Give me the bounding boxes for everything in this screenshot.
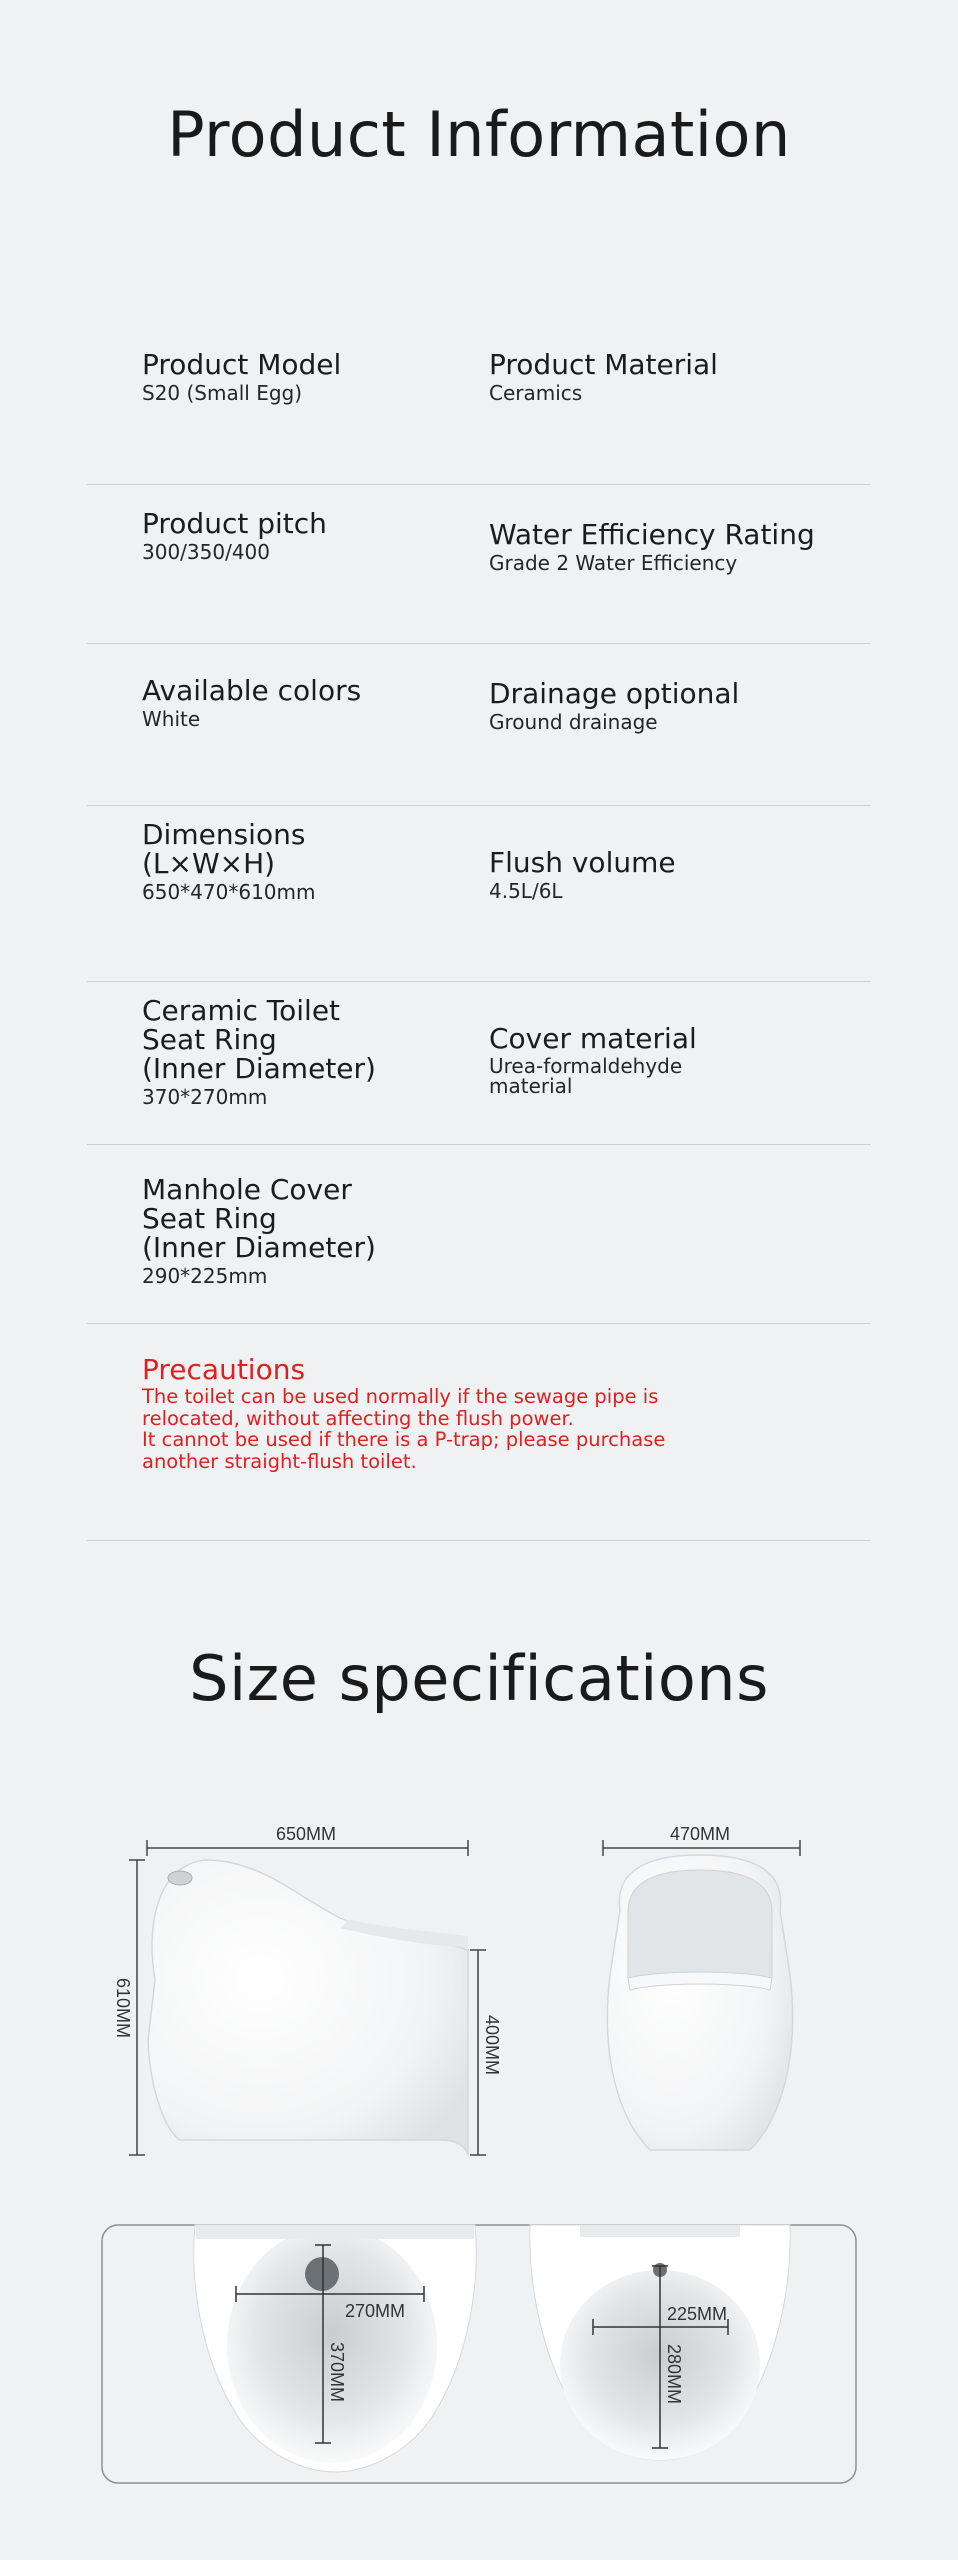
spec-value: Urea-formaldehyde material (489, 1054, 683, 1098)
precautions-content (142, 1354, 842, 1472)
spec-value: 650*470*610mm (142, 880, 316, 904)
spec-row (87, 485, 871, 644)
spec-label: Flush volume (489, 846, 676, 879)
spec-value: 300/350/400 (142, 540, 270, 564)
spec-value: Ground drainage (489, 710, 658, 734)
spec-label: Product Model (142, 348, 342, 381)
spec-label: Cover material (489, 1022, 697, 1055)
spec-label: Manhole Cover Seat Ring (Inner Diameter) (142, 1173, 376, 1264)
spec-value: 290*225mm (142, 1264, 268, 1288)
precautions-text: The toilet can be used normally if the sewage pipe is relocated, without affecting the flush power. It cannot be used if there is a P-trap; please purchase another straight-flush toilet. (142, 1385, 666, 1473)
spec-table (87, 290, 871, 1541)
spec-cell (142, 1175, 442, 1287)
precautions-block (87, 1324, 871, 1541)
front-width-label: 470MM (669, 1824, 731, 1844)
spec-value: S20 (Small Egg) (142, 381, 303, 405)
spec-label: Product pitch (142, 507, 327, 540)
spec-label: Dimensions (L×W×H) (142, 818, 306, 880)
spec-cell (142, 676, 442, 730)
spec-cell (489, 520, 869, 574)
spec-label: Ceramic Toilet Seat Ring (Inner Diameter) (142, 994, 376, 1085)
size-diagram (0, 1800, 958, 2500)
dimension-seat-height (470, 1950, 502, 2155)
spec-cell (489, 1024, 869, 1096)
section-title-size-specifications: Size specifications (189, 1642, 769, 1715)
spec-row (87, 982, 871, 1145)
spec-row (87, 1145, 871, 1324)
spec-cell (489, 848, 869, 902)
spec-cell (142, 350, 442, 404)
spec-value: Ceramics (489, 381, 583, 405)
dimension-side-height (113, 1860, 145, 2155)
dimension-side-length (147, 1824, 468, 1856)
spec-row (87, 290, 871, 485)
spec-cell (142, 509, 442, 563)
toilet-side-view (148, 1860, 468, 2155)
spec-value: 4.5L/6L (489, 879, 563, 903)
ring1-width-label: 270MM (344, 2301, 406, 2321)
spec-label: Water Efficiency Rating (489, 518, 815, 551)
spec-cell (489, 679, 869, 733)
spec-value: White (142, 707, 201, 731)
spec-cell (142, 820, 442, 903)
ring2-length-label: 280MM (664, 2343, 684, 2405)
precautions-title: Precautions (142, 1353, 306, 1386)
spec-cell (142, 996, 442, 1108)
toilet-front-view (607, 1855, 792, 2150)
spec-label: Available colors (142, 674, 362, 707)
seat-height-label: 400MM (482, 2014, 502, 2076)
spec-cell (489, 350, 869, 404)
ring1-length-label: 370MM (327, 2341, 347, 2403)
spec-label: Drainage optional (489, 677, 740, 710)
side-length-label: 650MM (275, 1824, 337, 1844)
side-height-label: 610MM (113, 1977, 133, 2039)
spec-value: 370*270mm (142, 1085, 268, 1109)
ring2-width-label: 225MM (666, 2304, 728, 2324)
spec-row (87, 644, 871, 806)
dimension-front-width (603, 1824, 800, 1856)
spec-value: Grade 2 Water Efficiency (489, 551, 738, 575)
spec-row (87, 806, 871, 982)
section-title-product-information: Product Information (167, 98, 791, 171)
spec-label: Product Material (489, 348, 718, 381)
